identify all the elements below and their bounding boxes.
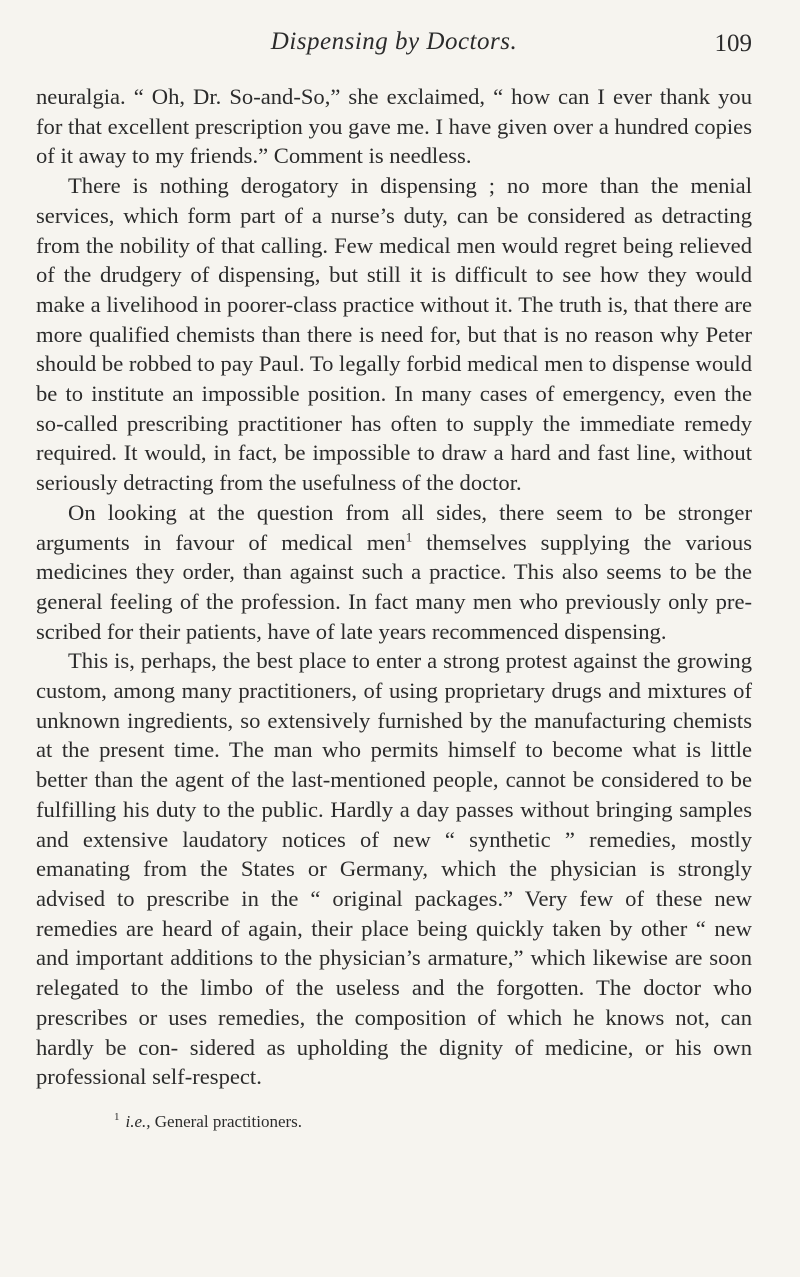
footnote-text: General practitioners. (150, 1111, 303, 1131)
paragraph-2 (36, 171, 752, 498)
footnote-abbreviation: i.e., (125, 1111, 151, 1131)
running-head (36, 28, 752, 72)
footnote (36, 1112, 752, 1132)
paragraph-text: There is nothing derogatory in dispensing ; no more than the menial services, which form part of a nurse’s duty, can be considered as detracting from the nobility of that calling. Few medical men would regret being relieved of the drudgery of dispensing, but still it is difficult to see how they would make a livelihood in poorer-class practice without it. The truth is, that there are more qualified chemists than there is need for, but that is no reason why Peter should be robbed to pay Paul. To legally forbid medical men to dispense would be to institute an impossible position. In many cases of emergency, even the so-called prescribing practitioner has often to supply the immediate remedy required. It would, in fact, be impossible to draw a hard and fast line, without seriously detracting from the usefulness of the doctor. (36, 173, 752, 496)
paragraph-text: neuralgia. “ Oh, Dr. So-and-So,” she exclaimed, “ how can I ever thank you for that excellent prescription you gave me. I have given over a hundred copies of it away to my friends.” Comment is needless. (36, 84, 752, 169)
paragraph-4 (36, 646, 752, 1092)
paragraph-3 (36, 498, 752, 647)
book-page (36, 28, 752, 1132)
footnote-mark: 1 (114, 1111, 120, 1124)
body-text (36, 82, 752, 1092)
paragraph-text: On looking at the question from all sides, there seem to be stronger arguments in favour of medical men (36, 499, 752, 555)
page-number: 109 (714, 30, 752, 57)
paragraph-text-continued: themselves supplying the various medicines they order, than against such a practice. This also seems to be the general feeling of the profession. In fact many men who previously only pre- scribed for their patients, have of late years recommenced dispensing. (36, 529, 752, 644)
paragraph-1 (36, 82, 752, 171)
running-title: Dispensing by Doctors. (270, 28, 518, 55)
footnote-reference: 1 (405, 529, 413, 545)
paragraph-text: This is, perhaps, the best place to enter a strong protest against the growing custom, among many practitioners, of using proprietary drugs and mixtures of unknown ingredients, so extensively furnished by the manufacturing chemists at the present time. The man who permits himself to become what is little better than the agent of the last-mentioned people, cannot be considered to be fulfilling his duty to the public. Hardly a day passes without bringing samples and extensive laudatory notices of new “ synthetic ” remedies, mostly emanating from the States or Germany, which the physician is strongly advised to prescribe in the “ original packages.” Very few of these new remedies are heard of again, their place being quickly taken by other “ new and important additions to the physician’s armature,” which likewise are soon relegated to the limbo of the useless and the forgotten. The doctor who prescribes or uses remedies, the composition of which he knows not, can hardly be con- sidered as upholding the dignity of medicine, or his own professional self-respect. (36, 648, 752, 1090)
